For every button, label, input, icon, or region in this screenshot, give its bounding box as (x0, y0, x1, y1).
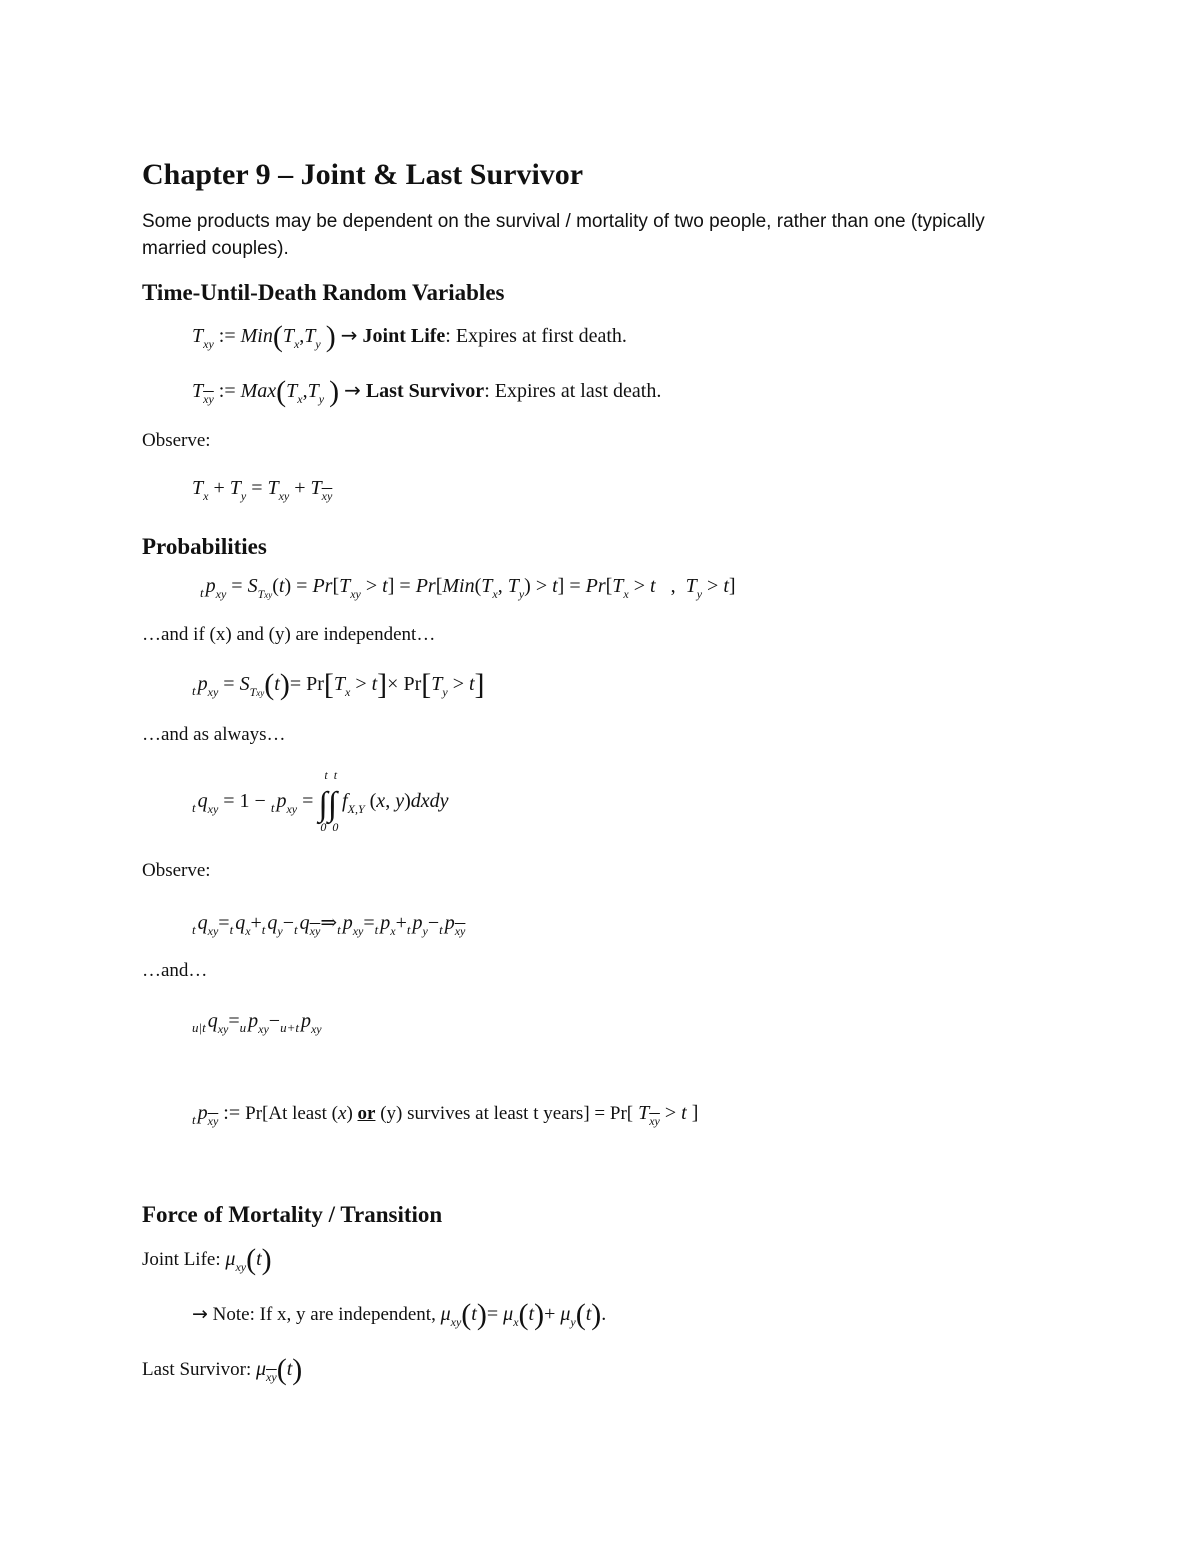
section-heading-probabilities: Probabilities (142, 534, 267, 559)
equation-independent-survival: $_t$ $p_{xy} = S_{Txy}(t)= Pr[T_x > t]\times Pr[T_y > t]$ (192, 668, 485, 701)
page-title: Chapter 9 – Joint & Last Survivor (142, 158, 584, 191)
joint-life-desc: : Expires at first death. (445, 325, 627, 347)
equation-deferred-death: $_{u|t}$ $q_{xy}=_u$ $p_{xy}-_{u+t}$ $p_{xy}$ (192, 1010, 322, 1036)
observe-text-1: Observe: (142, 430, 211, 451)
intro-paragraph: Some products may be dependent on the survival / mortality of two people, rather than one (typically married couples). (142, 211, 985, 259)
equation-joint-death-integral: $_t$ $q_{xy} = 1 - _t$ $p_{xy}$ = ∫∫ t t 0 0 $f_{X,Y}$ (x, y)dxdy (192, 768, 449, 834)
force-last-survivor-label: Last Survivor: (142, 1359, 252, 1380)
section-heading-force: Force of Mortality / Transition (142, 1202, 443, 1227)
observe-text-2: Observe: (142, 860, 211, 881)
equation-last-survivor: $T_{\overline{xy}}$ := $Max(T_x,T_y$ ) → Last Survivor: Expires at last death. (192, 375, 662, 408)
equation-joint-survival: $_t$ $p_{xy} = S_{Txy}(t) = Pr[T_{xy} > t] = Pr[Min(T_x$, $T_y) > t] = Pr[T_x > t$ , $T_y > t$] (200, 575, 736, 601)
last-survivor-desc: : Expires at last death. (484, 380, 662, 402)
force-joint-life: Joint Life: $\mu_{xy}(t)$ (142, 1243, 272, 1276)
right-arrow-icon: → (340, 323, 358, 347)
joint-life-label: Joint Life (362, 325, 446, 347)
equation-last-survivor-prob: $_t$ $p_{\overline{xy}}$ := Pr[At least (x) or (y) survives at least t years] = Pr[ $T_{\overline{xy}} > t$ ] (192, 1102, 699, 1128)
and-text: …and… (142, 960, 208, 981)
equation-joint-life: $T_{xy}$ := $Min(T_x,T_y$ ) → Joint Life: Expires at first death. (192, 320, 627, 353)
equation-sum-identity: $T_x + T_y = T_{xy} + T_{\overline{xy}}$ (192, 477, 333, 503)
equation-observe-relation: $_t$ $q_{xy}=_t$ $q_x+_t$ $q_y-_t$ $q_{\overline{xy}}\Rightarrow_t$ $p_{xy}=_t$ $p_x+_t$ $p_y-_t$ $p_{\overline{xy}}$ (192, 912, 466, 938)
section-heading-tudrv: Time-Until-Death Random Variables (142, 280, 505, 305)
force-joint-life-label: Joint Life: (142, 1249, 221, 1270)
right-arrow-icon: → (192, 1303, 208, 1325)
force-note: → Note: If x, y are independent, $\mu_{xy}(t)= \mu_x(t)+ \mu_y(t)$. (192, 1298, 607, 1331)
force-last-survivor: Last Survivor: $\mu_{\overline{xy}}(t)$ (142, 1353, 303, 1386)
right-arrow-icon: → (344, 378, 361, 402)
as-always-text: …and as always… (142, 724, 286, 745)
last-survivor-label: Last Survivor (365, 380, 485, 402)
force-note-text: Note: If x, y are independent, (212, 1304, 436, 1325)
and-if-independent-text: …and if (x) and (y) are independent… (142, 624, 436, 645)
